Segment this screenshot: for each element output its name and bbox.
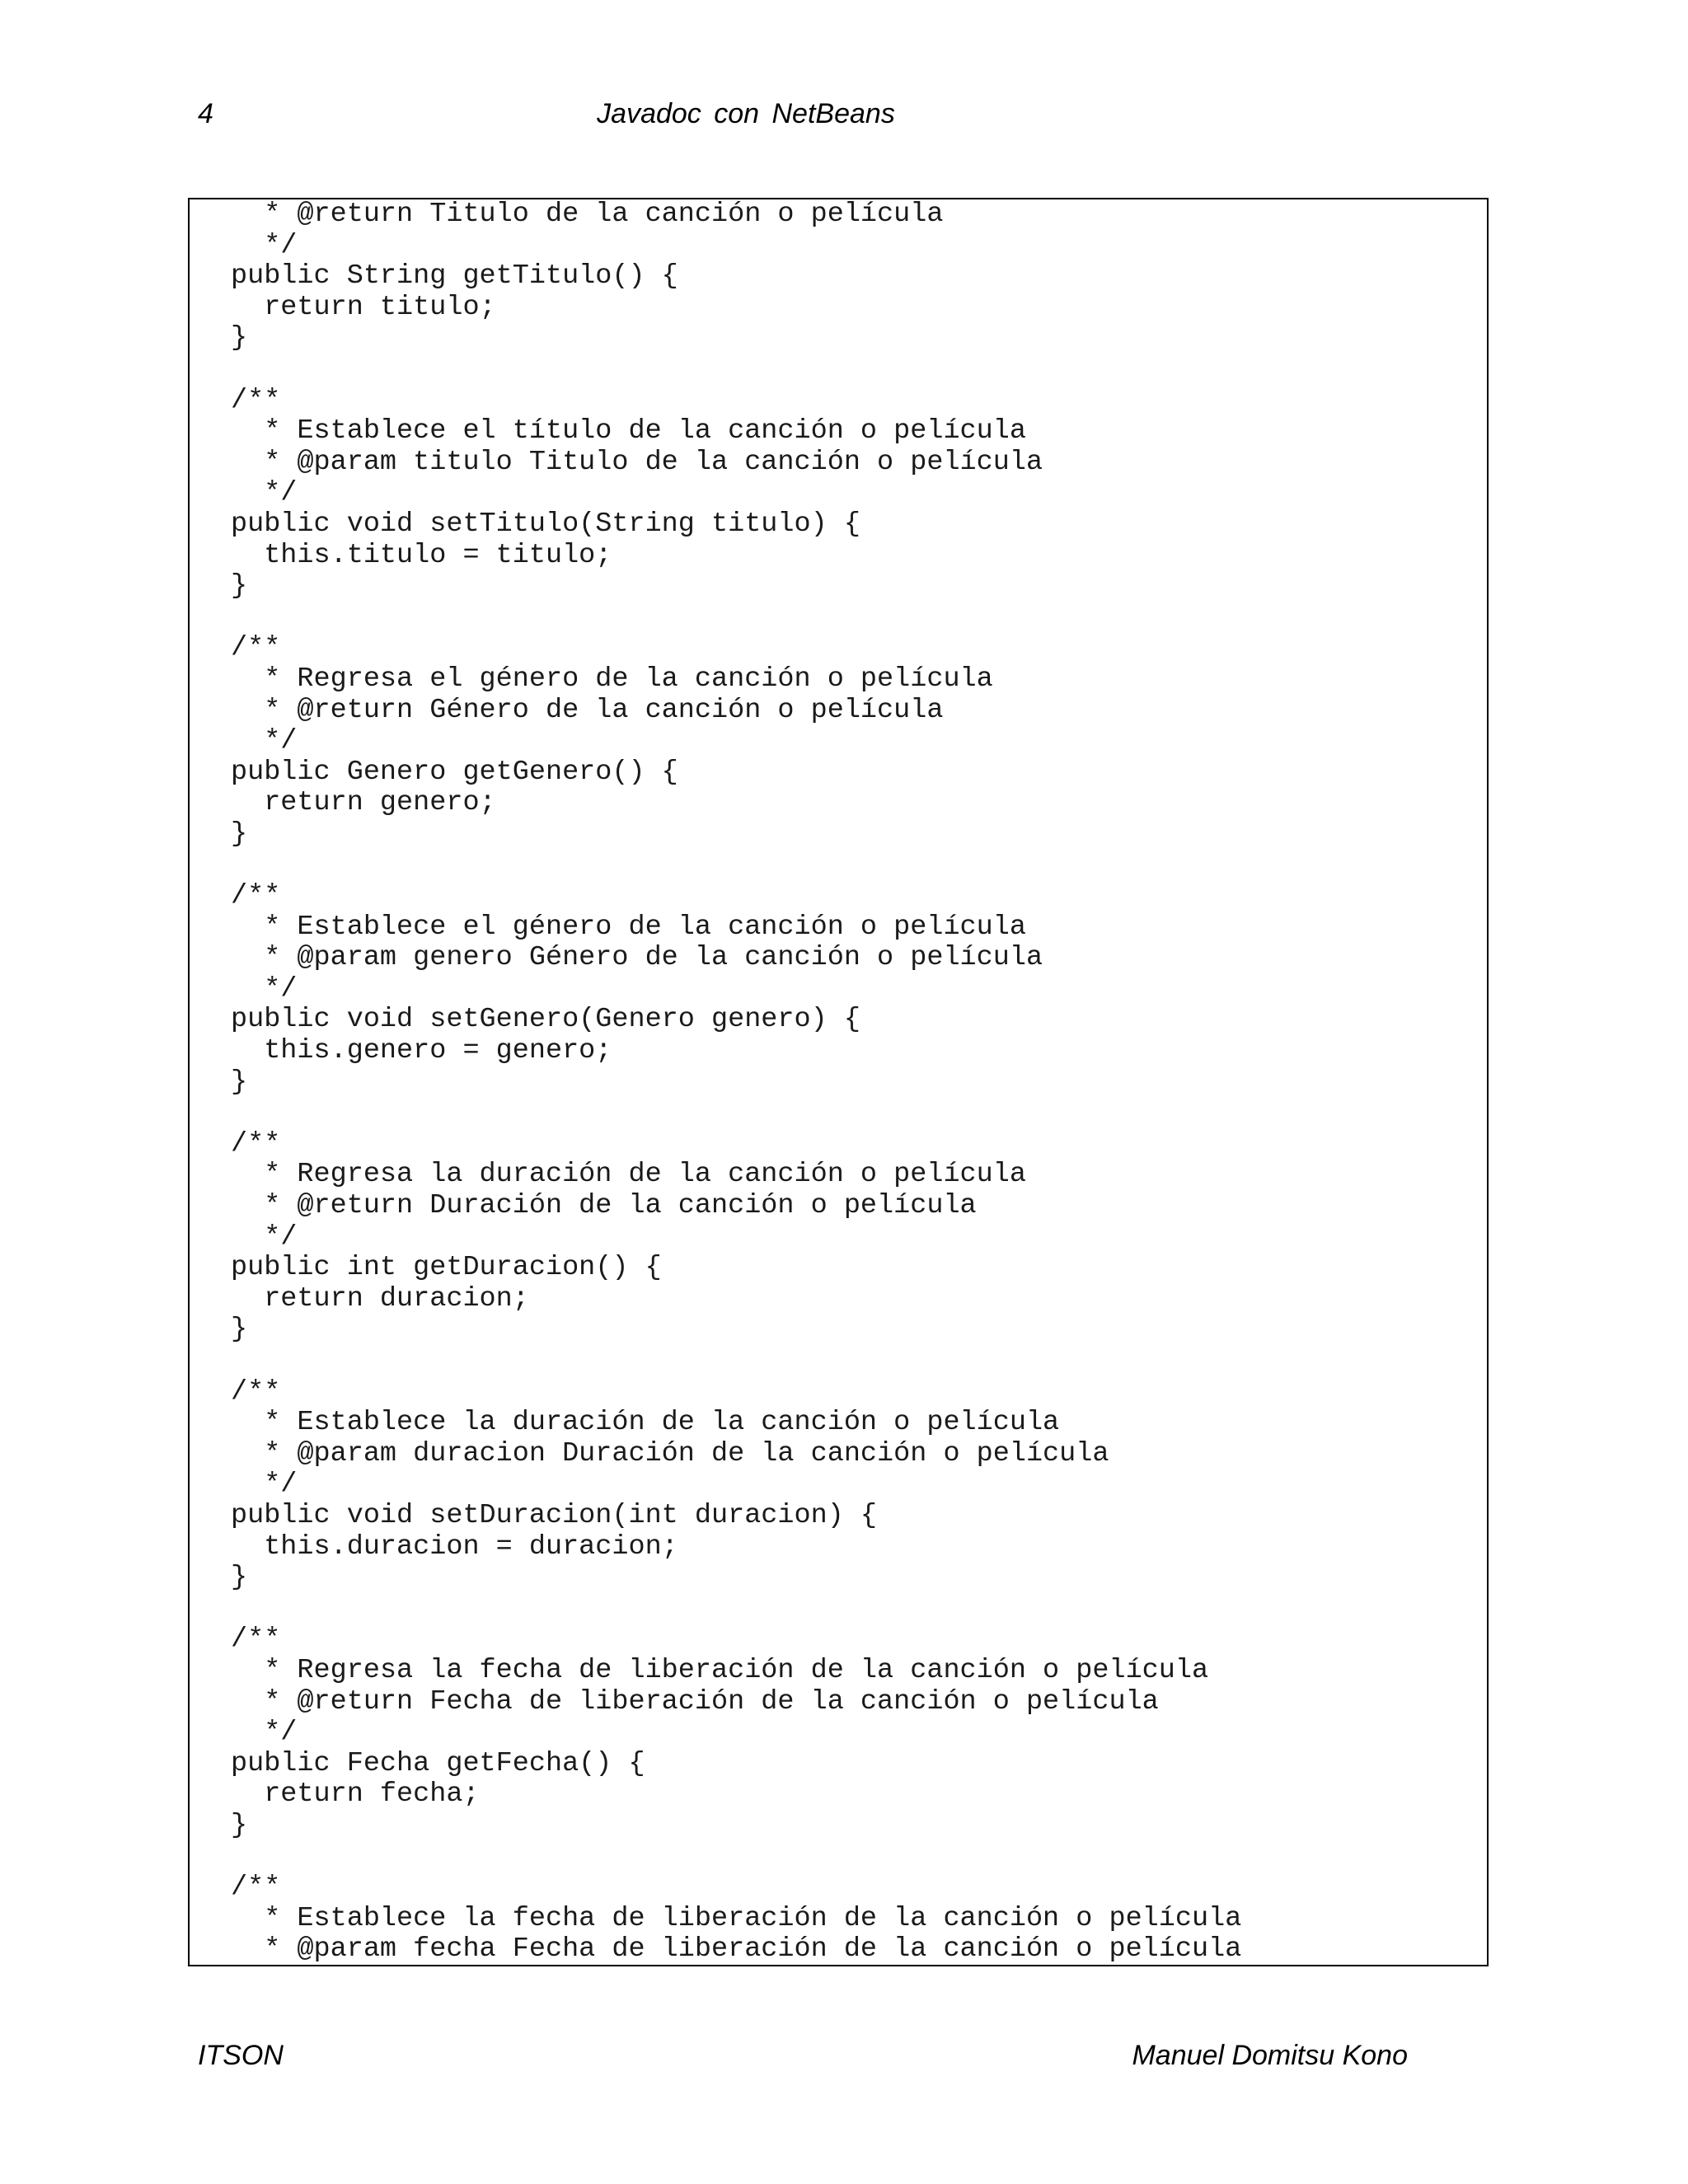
code-line [231,354,1241,386]
code-line: } [231,1066,248,1098]
code-line: * @return Duración de la canción o película [231,1190,977,1221]
code-line: /** [231,1872,281,1904]
code-line: * Regresa el género de la canción o película [231,663,993,695]
code-line: * @return Titulo de la canción o película [231,199,944,230]
code-line [231,1594,1241,1625]
code-line: } [231,1314,248,1346]
footer-author: Manuel Domitsu Kono [1132,2040,1408,2071]
code-line: public Fecha getFecha() { [231,1747,645,1779]
code-line: * Establece la duración de la canción o película [231,1407,1060,1439]
code-line: public int getDuracion() { [231,1252,662,1284]
code-line: */ [231,229,298,261]
code-line: * @return Género de la canción o película [231,694,944,726]
code-line: /** [231,1127,281,1160]
code-line: */ [231,725,298,757]
code-listing-box [188,198,1489,1966]
code-line: * @param fecha Fecha de liberación de la canción o película [231,1933,1242,1966]
code-line: return titulo; [231,291,496,323]
code-line: } [231,818,248,850]
code-line: /** [231,632,281,664]
code-line: * Establece la fecha de liberación de la canción o película [231,1902,1242,1934]
code-line: * @param genero Género de la canción o película [231,942,1043,974]
code-line [231,1841,1241,1872]
code-line: return duracion; [231,1282,529,1315]
code-line: * @param titulo Titulo de la canción o película [231,446,1043,478]
code-line: public void setTitulo(String titulo) { [231,508,860,540]
code-line: * Establece el género de la canción o película [231,911,1026,943]
code-line: /** [231,1624,281,1656]
code-line: public Genero getGenero() { [231,756,678,788]
code-line: * @return Fecha de liberación de la canción o película [231,1685,1159,1718]
code-line [231,1098,1241,1129]
code-line: * Regresa la fecha de liberación de la canción o película [231,1654,1209,1686]
code-line: } [231,1562,248,1594]
code-line [231,602,1241,634]
code-line: return genero; [231,787,496,819]
code-line: */ [231,1717,298,1749]
code-line [231,1346,1241,1377]
code-line: this.duracion = duracion; [231,1530,678,1563]
code-line: } [231,322,248,354]
code-line: */ [231,1469,298,1501]
code-line: */ [231,1221,298,1253]
code-line: public void setGenero(Genero genero) { [231,1004,860,1036]
document-title: Javadoc con NetBeans [597,98,895,129]
footer-institution: ITSON [198,2040,284,2071]
code-line: * Establece el título de la canción o película [231,415,1026,448]
code-line [231,850,1241,881]
code-line: public void setDuracion(int duracion) { [231,1499,878,1531]
code-line: * Regresa la duración de la canción o película [231,1159,1026,1191]
code-line: /** [231,1376,281,1408]
code-line: public String getTitulo() { [231,260,678,293]
code-line: } [231,1809,248,1841]
code-line: this.genero = genero; [231,1035,612,1067]
code-line: /** [231,384,281,416]
code-line: } [231,570,248,602]
code-line: */ [231,477,298,509]
code-line: /** [231,880,281,912]
code-line: */ [231,972,298,1005]
code-line: * @param duracion Duración de la canción o película [231,1437,1109,1469]
code-line: return fecha; [231,1779,480,1811]
code-block [231,199,1241,1966]
code-line: this.titulo = titulo; [231,539,612,571]
page-number: 4 [198,98,213,129]
